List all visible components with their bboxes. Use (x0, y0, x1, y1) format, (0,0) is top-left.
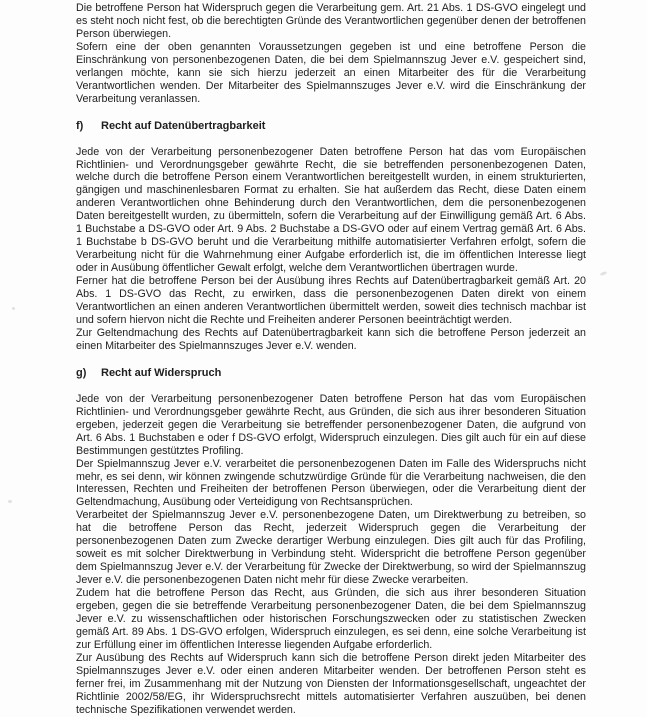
scan-noise-speck (8, 500, 12, 503)
paragraph: Verarbeitet der Spielmannszug Jever e.V. personenbezogene Daten, um Direktwerbung zu betreiben, so hat die betroffene Person das Recht, jederzeit Widerspruch gegen die Verarbeitung der personenbezogenen Daten zum Zwecke derartiger Werbung einzulegen. Dies gilt auch für das Profiling, soweit es mit solcher Direktwerbung in Verbindung steht. Widerspricht die betroffene Person gegenüber dem Spielmannszug Jever e.V. der Verarbeitung für Zwecke der Direktwerbung, so wird der Spielmannszug Jever e.V. die personenbezogenen Daten nicht mehr für diese Zwecke verarbeiten. (76, 509, 586, 587)
paragraph: Zur Geltendmachung des Rechts auf Datenübertragbarkeit kann sich die betroffene Person jederzeit an einen Mitarbeiter des Spielmannszuges Jever e.V. wenden. (76, 326, 586, 352)
section-f-body (76, 146, 586, 353)
scan-noise-speck (12, 307, 15, 310)
section-g-body (76, 393, 586, 717)
paragraph: Zudem hat die betroffene Person das Recht, aus Gründen, die sich aus ihrer besonderen Situation ergeben, gegen die sie betreffende Verarbeitung personenbezogener Daten, die bei dem Spielmannszug Jever e.V. zu wissenschaftlichen oder historischen Forschungszwecken oder zu statistischen Zwecken gemäß Art. 89 Abs. 1 DS-GVO erfolgen, Widerspruch einzulegen, es sei denn, eine solche Verarbeitung ist zur Erfüllung einer im öffentlichen Interesse liegenden Aufgabe erforderlich. (76, 587, 586, 651)
scan-noise-speck (600, 271, 608, 276)
paragraph: Jede von der Verarbeitung personenbezogener Daten betroffene Person hat das vom Europäischen Richtlinien- und Verordnungsgeber gewährte Recht, die sie betreffenden personenbezogenen Daten, welche durch die betroffene Person einem Verantwortlichen bereitgestellt wurden, in einem strukturierten, gängigen und maschinenlesbaren Format zu erhalten. Sie hat außerdem das Recht, diese Daten einem anderen Verantwortlichen ohne Behinderung durch den Verantwortlichen, dem die personenbezogenen Daten bereitgestellt wurden, zu übermitteln, sofern die Verarbeitung auf der Einwilligung gemäß Art. 6 Abs. 1 Buchstabe a DS-GVO oder Art. 9 Abs. 2 Buchstabe a DS-GVO oder auf einem Vertrag gemäß Art. 6 Abs. 1 Buchstabe b DS-GVO beruht und die Verarbeitung mithilfe automatisierter Verfahren erfolgt, sofern die Verarbeitung nicht für die Wahrnehmung einer Aufgabe erforderlich ist, die im öffentlichen Interesse liegt oder in Ausübung öffentlicher Gewalt erfolgt, welche dem Verantwortlichen übertragen wurde. (76, 145, 586, 275)
section-title: Recht auf Datenübertragbarkeit (101, 119, 266, 132)
section-label: g) (76, 366, 87, 379)
paragraph: Ferner hat die betroffene Person bei der Ausübung ihres Rechts auf Datenübertragbarkeit gemäß Art. 20 Abs. 1 DS-GVO das Recht, zu erwirken, dass die personenbezogenen Daten direkt von einem Verantwortlichen an einen anderen Verantwortlichen übermittelt werden, soweit dies technisch machbar ist und sofern hiervon nicht die Rechte und Freiheiten anderer Personen beeinträchtigt werden. (76, 275, 586, 326)
paragraph: Der Spielmannszug Jever e.V. verarbeitet die personenbezogenen Daten im Falle des Widerspruchs nicht mehr, es sei denn, wir können zwingende schutzwürdige Gründe für die Verarbeitung nachweisen, die den Interessen, Rechten und Freiheiten der betroffenen Person überwiegen, oder die Verarbeitung dient der Geltendmachung, Ausübung oder Verteidigung von Rechtsansprüchen. (76, 457, 586, 509)
paragraph: Jede von der Verarbeitung personenbezogener Daten betroffene Person hat das vom Europäischen Richtlinien- und Verordnungsgeber gewährte Recht, aus Gründen, die sich aus ihrer besonderen Situation ergeben, jederzeit gegen die Verarbeitung sie betreffender personenbezogener Daten, die aufgrund von Art. 6 Abs. 1 Buchstaben e oder f DS-GVO erfolgt, Widerspruch einzulegen. Dies gilt auch für ein auf diese Bestimmungen gestütztes Profiling. (76, 392, 586, 457)
paragraph: Zur Ausübung des Rechts auf Widerspruch kann sich die betroffene Person direkt jeden Mitarbeiter des Spielmannszuges Jever e.V. oder einen anderen Mitarbeiter wenden. Der betroffenen Person steht es ferner frei, im Zusammenhang mit der Nutzung von Diensten der Informationsgesellschaft, ungeachtet der Richtlinie 2002/58/EG, ihr Widerspruchsrecht mittels automatisierter Verfahren auszuüben, bei denen technische Spezifikationen verwendet werden. (76, 651, 586, 716)
paragraph: Sofern eine der oben genannten Voraussetzungen gegeben ist und eine betroffene Person die Einschränkung von personenbezogenen Daten, die bei dem Spielmannszug Jever e.V. gespeichert sind, verlangen möchte, kann sie sich hierzu jederzeit an einen Mitarbeiter des für die Verarbeitung Verantwortlichen wenden. Der Mitarbeiter des Spielmannszuges Jever e.V. wird die Einschränkung der Verarbeitung veranlassen. (76, 40, 586, 105)
section-heading-g (76, 367, 586, 380)
section-label: f) (76, 119, 84, 132)
paragraph: Die betroffene Person hat Widerspruch gegen die Verarbeitung gem. Art. 21 Abs. 1 DS-GVO eingelegt und es steht noch nicht fest, ob die berechtigten Gründe des Verantwortlichen gegenüber denen der betroffenen Person überwiegen. (76, 2, 586, 40)
intro-block (76, 2, 586, 106)
section-title: Recht auf Widerspruch (101, 366, 222, 379)
section-heading-f (76, 120, 586, 133)
